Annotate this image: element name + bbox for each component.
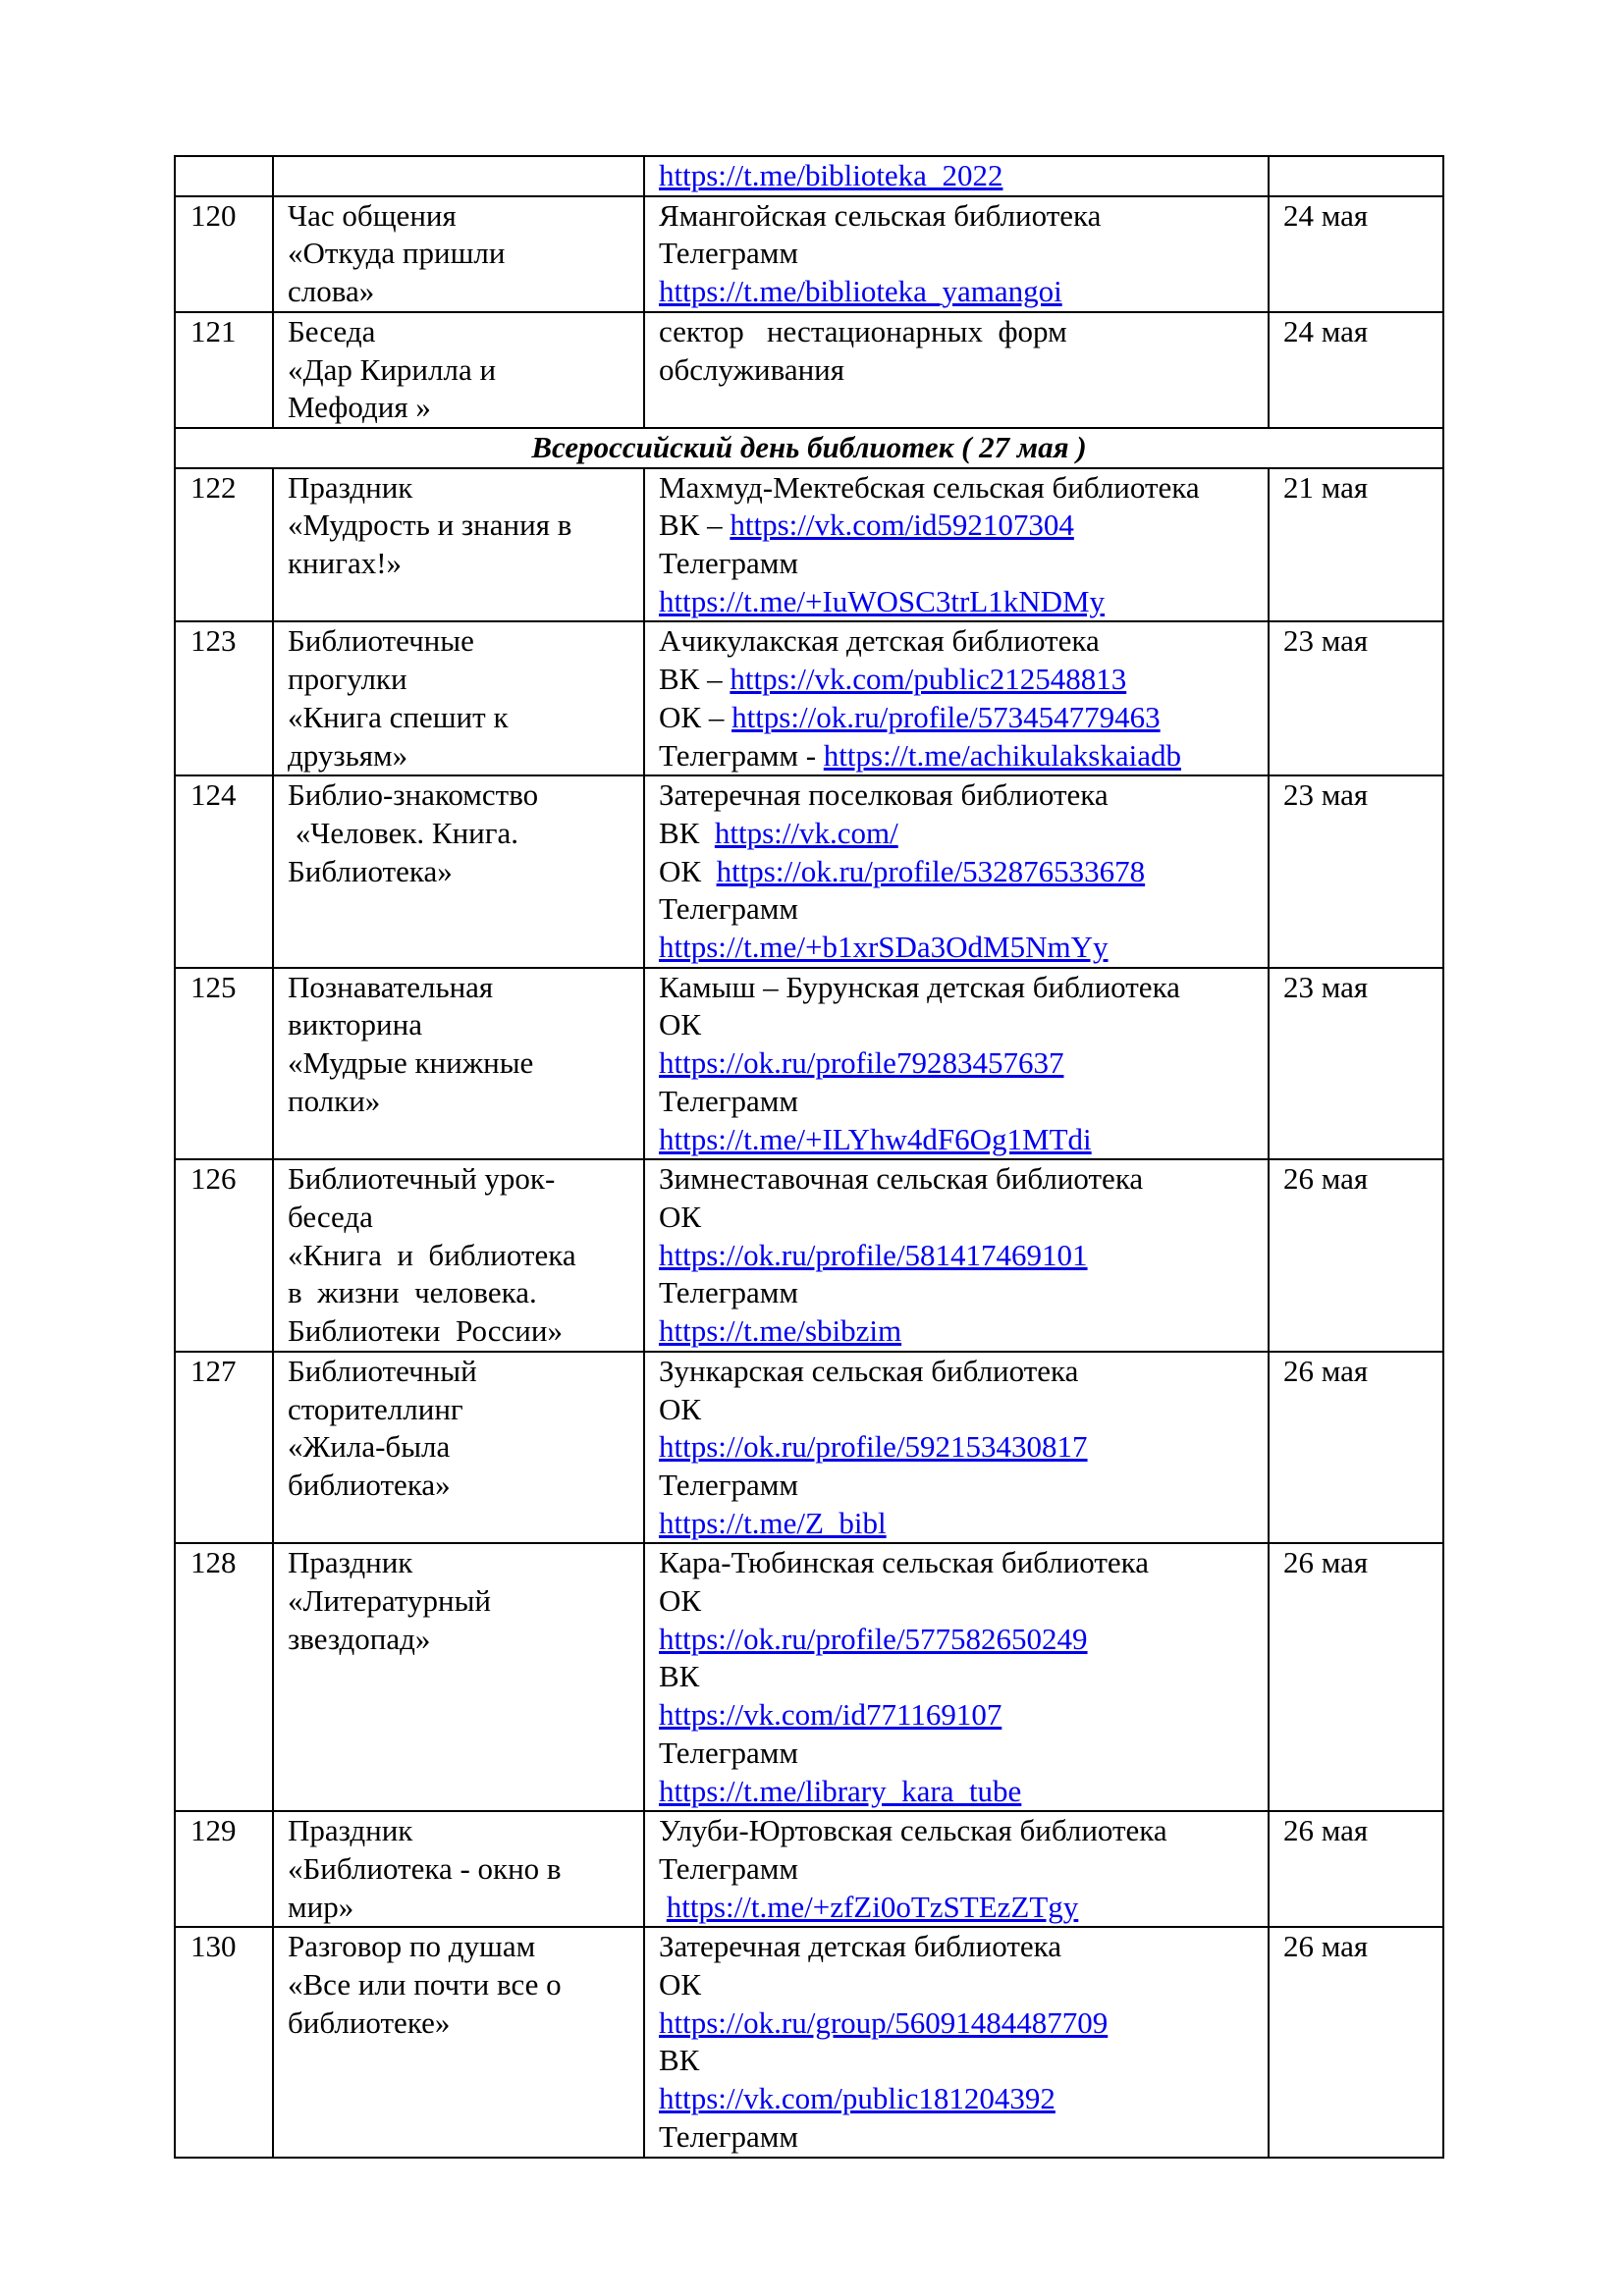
event-line: библиотека» — [288, 1467, 451, 1502]
venue-line — [659, 1199, 1262, 1237]
event-line: «Жила-была — [288, 1429, 451, 1465]
event-line: друзьям» — [288, 737, 408, 773]
event-line: викторина — [288, 1007, 422, 1042]
venue-line — [659, 1006, 1262, 1044]
venue-line — [659, 1505, 1262, 1543]
venue-text: Кара-Тюбинская сельская библиотека — [659, 1545, 1150, 1580]
venue-text: Улуби-Юртовская сельская библиотека — [659, 1813, 1167, 1848]
social-link[interactable]: https://t.me/achikulakskaiadb — [823, 737, 1181, 773]
venue-text: ОК — [659, 1199, 702, 1234]
venue-text: ВК — [659, 2043, 700, 2078]
venue-line — [659, 1353, 1262, 1391]
social-link[interactable]: https://t.me/+ILYhw4dF6Og1MTdi — [659, 1121, 1092, 1156]
event-cell — [273, 196, 644, 312]
venue-text: ОК — [659, 1007, 702, 1042]
social-link[interactable]: https://t.me/+IuWOSC3trL1kNDMy — [659, 583, 1106, 618]
venue-text: ОК — [659, 1967, 702, 2002]
event-line: Час общения — [288, 197, 457, 233]
venue-cell — [644, 312, 1269, 428]
venue-line — [659, 1889, 1262, 1927]
event-cell — [273, 1543, 644, 1811]
event-line: Праздник — [288, 1545, 413, 1580]
table-row — [175, 1543, 1443, 1811]
venue-line — [659, 890, 1262, 929]
venue-text: Телеграмм — [659, 1467, 798, 1502]
venue-line — [659, 1121, 1262, 1159]
date-cell: 23 мая — [1269, 968, 1443, 1160]
event-line: сторителлинг — [288, 1391, 463, 1426]
social-link[interactable]: https://t.me/+zfZi0oTzSTEzZTgy — [666, 1889, 1079, 1924]
event-line: прогулки — [288, 662, 407, 697]
social-link[interactable]: https://t.me/+b1xrSDa3OdM5NmYy — [659, 930, 1109, 965]
venue-text: Телеграмм — [659, 546, 798, 581]
date-cell: 24 мая — [1269, 312, 1443, 428]
social-link[interactable]: https://t.me/Z_bibl — [659, 1505, 887, 1540]
social-link[interactable]: https://ok.ru/profile79283457637 — [659, 1045, 1064, 1081]
venue-text: ОК — [659, 1391, 702, 1426]
event-cell — [273, 312, 644, 428]
venue-text: Телеграмм - — [659, 737, 824, 773]
venue-line — [659, 853, 1262, 891]
venue-line — [659, 1237, 1262, 1275]
venue-cell — [644, 196, 1269, 312]
events-table — [174, 155, 1444, 2159]
venue-line — [659, 815, 1262, 853]
venue-line — [659, 1083, 1262, 1121]
event-line: беседа — [288, 1199, 373, 1234]
venue-line — [659, 469, 1262, 507]
date-cell: 23 мая — [1269, 621, 1443, 775]
table-row — [175, 1927, 1443, 2157]
event-line: слова» — [288, 274, 375, 309]
event-cell — [273, 775, 644, 968]
social-link[interactable]: https://ok.ru/profile/532876533678 — [716, 853, 1146, 888]
venue-line — [659, 1812, 1262, 1850]
row-number: 120 — [175, 196, 273, 312]
event-cell — [273, 468, 644, 622]
date-cell: 23 мая — [1269, 775, 1443, 968]
venue-line — [659, 351, 1262, 390]
table-row — [175, 468, 1443, 622]
venue-cell — [644, 1811, 1269, 1927]
event-line: книгах!» — [288, 546, 403, 581]
blank-line — [659, 389, 1262, 427]
table-row — [175, 968, 1443, 1160]
venue-text: ВК — [659, 1659, 700, 1694]
venue-cell — [644, 775, 1269, 968]
venue-line — [659, 969, 1262, 1007]
social-link[interactable]: https://ok.ru/profile/592153430817 — [659, 1429, 1088, 1465]
table-row — [175, 1352, 1443, 1544]
row-number: 126 — [175, 1159, 273, 1352]
venue-cell — [644, 1543, 1269, 1811]
social-link[interactable]: https://ok.ru/profile/577582650249 — [659, 1621, 1088, 1656]
event-cell — [273, 1927, 644, 2157]
venue-text: Зимнеставочная сельская библиотека — [659, 1161, 1144, 1197]
venue-cell — [644, 156, 1269, 196]
row-number: 123 — [175, 621, 273, 775]
row-number: 129 — [175, 1811, 273, 1927]
venue-text: Телеграмм — [659, 2118, 798, 2154]
venue-line — [659, 1428, 1262, 1467]
venue-line — [659, 2080, 1262, 2118]
social-link[interactable]: https://ok.ru/profile/581417469101 — [659, 1237, 1088, 1272]
venue-text: Затеречная поселковая библиотека — [659, 777, 1109, 813]
venue-cell — [644, 968, 1269, 1160]
venue-line — [659, 1582, 1262, 1621]
venue-line — [659, 622, 1262, 661]
venue-line — [659, 1312, 1262, 1351]
event-line: Мефодия » — [288, 390, 431, 425]
venue-line — [659, 2004, 1262, 2043]
venue-text: Телеграмм — [659, 1735, 798, 1770]
event-line: Разговор по душам — [288, 1929, 536, 1964]
venue-text: Телеграмм — [659, 1083, 798, 1118]
row-number: 130 — [175, 1927, 273, 2157]
table-row — [175, 1811, 1443, 1927]
social-link[interactable]: https://ok.ru/profile/573454779463 — [731, 699, 1161, 734]
venue-line — [659, 313, 1262, 351]
venue-line — [659, 1850, 1262, 1889]
venue-text: сектор нестационарных форм — [659, 313, 1067, 348]
row-number: 128 — [175, 1543, 273, 1811]
social-link[interactable]: https://t.me/biblioteka_2022 — [659, 158, 1003, 192]
row-number: 124 — [175, 775, 273, 968]
venue-line — [659, 776, 1262, 815]
venue-text: Ямангойская сельская библиотека — [659, 197, 1102, 233]
event-line: Праздник — [288, 469, 413, 505]
venue-text: Телеграмм — [659, 236, 798, 271]
venue-text: Камыш – Бурунская детская библиотека — [659, 969, 1180, 1004]
venue-line — [659, 1391, 1262, 1429]
venue-line — [659, 1658, 1262, 1696]
event-line: «Книга спешит к — [288, 699, 509, 734]
event-line: «Дар Кирилла и — [288, 351, 497, 387]
venue-text — [659, 1890, 667, 1924]
venue-text: Зункарская сельская библиотека — [659, 1353, 1079, 1388]
social-link[interactable]: https://vk.com/public181204392 — [659, 2081, 1056, 2116]
venue-line — [659, 1696, 1262, 1735]
social-link[interactable]: https://t.me/biblioteka_yamangoi — [659, 274, 1062, 309]
event-line: Беседа — [288, 313, 376, 348]
event-cell — [273, 968, 644, 1160]
event-line: «Мудрые книжные — [288, 1045, 534, 1081]
event-line: Библиотечный — [288, 1353, 477, 1388]
venue-cell — [644, 1352, 1269, 1544]
venue-line — [659, 583, 1262, 621]
event-line: «Книга и библиотека — [288, 1237, 576, 1272]
venue-text: ВК – — [659, 662, 731, 697]
venue-text: Телеграмм — [659, 1850, 798, 1886]
venue-line — [659, 1773, 1262, 1811]
event-line: Познавательная — [288, 969, 494, 1004]
table-row — [175, 775, 1443, 968]
table-row — [175, 1159, 1443, 1352]
venue-text: ОК – — [659, 699, 732, 734]
social-link[interactable]: https://t.me/sbibzim — [659, 1313, 902, 1349]
event-cell — [273, 1159, 644, 1352]
venue-line — [659, 1621, 1262, 1659]
event-line: Библиотека» — [288, 853, 453, 888]
venue-text: ВК – — [659, 507, 731, 543]
event-line: «Литературный — [288, 1583, 492, 1619]
row-number: 121 — [175, 312, 273, 428]
row-number: 122 — [175, 468, 273, 622]
venue-line — [659, 661, 1262, 699]
event-line: в жизни человека. — [288, 1275, 537, 1310]
table-row — [175, 621, 1443, 775]
row-number: 125 — [175, 968, 273, 1160]
event-line: Библиотечные — [288, 623, 474, 659]
date-cell: 26 мая — [1269, 1811, 1443, 1927]
venue-text: Телеграмм — [659, 891, 798, 927]
event-line: звездопад» — [288, 1621, 431, 1656]
venue-line — [659, 737, 1262, 775]
social-link[interactable]: https://vk.com/ — [714, 815, 898, 850]
social-link[interactable]: https://vk.com/id771169107 — [659, 1697, 1002, 1733]
social-link[interactable]: https://vk.com/public212548813 — [730, 662, 1127, 697]
venue-line — [659, 545, 1262, 583]
event-line: «Откуда пришли — [288, 236, 506, 271]
venue-line — [659, 1735, 1262, 1773]
venue-text: Махмуд-Мектебская сельская библиотека — [659, 469, 1200, 505]
venue-line — [659, 2118, 1262, 2157]
venue-line — [659, 235, 1262, 273]
venue-text: Ачикулакская детская библиотека — [659, 623, 1100, 659]
event-line: Библио-знакомство — [288, 777, 539, 813]
venue-cell — [644, 468, 1269, 622]
venue-line — [659, 2042, 1262, 2080]
table-row — [175, 312, 1443, 428]
venue-line — [659, 157, 1262, 195]
event-cell — [273, 156, 644, 196]
venue-text: Затеречная детская библиотека — [659, 1929, 1061, 1964]
event-line: мир» — [288, 1889, 354, 1924]
venue-line — [659, 1274, 1262, 1312]
venue-cell — [644, 1927, 1269, 2157]
venue-line — [659, 699, 1262, 737]
table-row — [175, 196, 1443, 312]
event-cell — [273, 1811, 644, 1927]
venue-text: ОК — [659, 853, 717, 888]
date-cell: 26 мая — [1269, 1927, 1443, 2157]
event-line: «Мудрость и знания в — [288, 507, 572, 543]
venue-line — [659, 1966, 1262, 2004]
venue-text: обслуживания — [659, 351, 845, 387]
event-cell — [273, 1352, 644, 1544]
venue-line — [659, 1044, 1262, 1083]
social-link[interactable]: https://ok.ru/group/56091484487709 — [659, 2004, 1109, 2040]
venue-line — [659, 1160, 1262, 1199]
section-header-row — [175, 428, 1443, 468]
venue-line — [659, 1928, 1262, 1966]
event-line: Библиотечный урок- — [288, 1161, 556, 1197]
event-line: «Все или почти все о — [288, 1967, 562, 2002]
venue-cell — [644, 1159, 1269, 1352]
table-row — [175, 156, 1443, 196]
events-table-body — [175, 156, 1443, 2158]
date-cell: 24 мая — [1269, 196, 1443, 312]
event-line: «Человек. Книга. — [288, 815, 518, 850]
event-cell — [273, 621, 644, 775]
event-line: Библиотеки России» — [288, 1313, 563, 1349]
event-line: полки» — [288, 1083, 381, 1118]
date-cell: 26 мая — [1269, 1543, 1443, 1811]
event-line: «Библиотека - окно в — [288, 1850, 562, 1886]
social-link[interactable]: https://vk.com/id592107304 — [730, 507, 1074, 543]
venue-line — [659, 273, 1262, 311]
venue-line — [659, 197, 1262, 236]
row-number — [175, 156, 273, 196]
event-line: Праздник — [288, 1813, 413, 1848]
venue-cell — [644, 621, 1269, 775]
venue-line — [659, 929, 1262, 967]
date-cell — [1269, 156, 1443, 196]
date-cell: 21 мая — [1269, 468, 1443, 622]
row-number: 127 — [175, 1352, 273, 1544]
date-cell: 26 мая — [1269, 1352, 1443, 1544]
venue-line — [659, 1467, 1262, 1505]
venue-line — [659, 1544, 1262, 1582]
venue-line — [659, 507, 1262, 545]
venue-text: ВК — [659, 815, 715, 850]
section-title: Всероссийский день библиотек ( 27 мая ) — [175, 428, 1443, 468]
venue-text: ОК — [659, 1583, 702, 1619]
date-cell: 26 мая — [1269, 1159, 1443, 1352]
venue-text: Телеграмм — [659, 1275, 798, 1310]
event-line: библиотеке» — [288, 2004, 451, 2040]
social-link[interactable]: https://t.me/library_kara_tube — [659, 1773, 1022, 1808]
